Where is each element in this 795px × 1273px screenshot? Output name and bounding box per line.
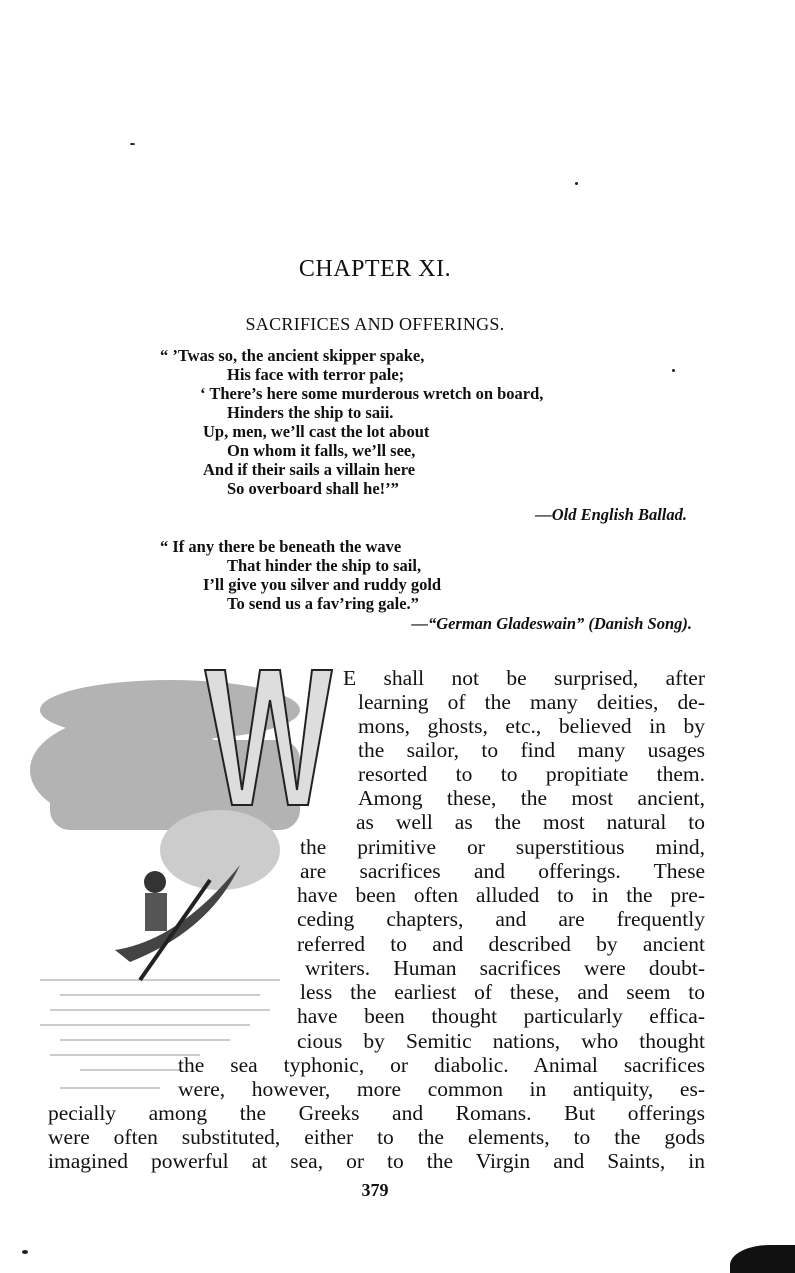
paragraph-line: the sailor, to find many usages — [358, 738, 705, 762]
paragraph-line: resorted to to propitiate them. — [358, 762, 705, 786]
scan-speck — [22, 1250, 28, 1254]
poem-line: Up, men, we’ll cast the lot about — [203, 422, 430, 441]
kayaker — [144, 871, 166, 893]
poem-line: “ ’Twas so, the ancient skipper spake, — [160, 346, 425, 365]
paragraph-line: E shall not be surprised, after — [343, 666, 705, 690]
paragraph-line: have been thought particularly effica- — [297, 1004, 705, 1028]
poem-attribution: —“German Gladeswain” (Danish Song). — [411, 614, 692, 633]
paragraph-line: the sea typhonic, or diabolic. Animal sacrifices — [178, 1053, 705, 1077]
poem-line: ‘ There’s here some murderous wretch on board, — [200, 384, 544, 403]
scan-speck — [672, 369, 675, 372]
paragraph-line: writers. Human sacrifices were doubt- — [305, 956, 705, 980]
poem-line: So overboard shall he!’” — [227, 479, 399, 498]
paragraph-line: are sacrifices and offerings. These — [300, 859, 705, 883]
page-number: 379 — [361, 1180, 389, 1200]
paragraph-line: Among these, the most ancient, — [358, 786, 705, 810]
paragraph-line: pecially among the Greeks and Romans. But offerings — [48, 1101, 705, 1125]
poem-line: “ If any there be beneath the wave — [160, 537, 402, 556]
paragraph-line: less the earliest of these, and seem to — [300, 980, 705, 1004]
poem-line: To send us a fav’ring gale.” — [227, 594, 419, 613]
paragraph-line: the primitive or superstitious mind, — [300, 835, 705, 859]
paragraph-line: have been often alluded to in the pre- — [297, 883, 705, 907]
section-title: SACRIFICES AND OFFERINGS. — [245, 314, 505, 334]
paragraph-line: were often substituted, either to the elements, to the gods — [48, 1125, 705, 1149]
poem-line: And if their sails a villain here — [203, 460, 416, 479]
svg-text:W: W — [270, 760, 271, 761]
chapter-title: CHAPTER XI. — [298, 256, 452, 282]
paragraph-line: referred to and described by ancient — [297, 932, 705, 956]
poem-attribution: —Old English Ballad. — [535, 505, 687, 524]
scan-speck — [130, 143, 135, 145]
paragraph-line: as well as the most natural to — [356, 810, 705, 834]
poem-line: His face with terror pale; — [227, 365, 405, 384]
paragraph-line: learning of the many deities, de- — [358, 690, 705, 714]
paragraph-line: imagined powerful at sea, or to the Virgin and Saints, in — [48, 1149, 705, 1173]
paragraph-line: were, however, more common in antiquity, es- — [178, 1077, 705, 1101]
poem-line: On whom it falls, we’ll see, — [227, 441, 416, 460]
paragraph-line: mons, ghosts, etc., believed in by — [358, 714, 705, 738]
poem-line: I’ll give you silver and ruddy gold — [203, 575, 442, 594]
scan-speck — [575, 182, 578, 185]
poem-line: That hinder the ship to sail, — [227, 556, 422, 575]
poem-line: Hinders the ship to saii. — [227, 403, 394, 422]
paragraph-line: ceding chapters, and are frequently — [297, 907, 705, 931]
scan-edge-shadow — [730, 1245, 795, 1273]
paragraph-line: cious by Semitic nations, who thought — [297, 1029, 705, 1053]
